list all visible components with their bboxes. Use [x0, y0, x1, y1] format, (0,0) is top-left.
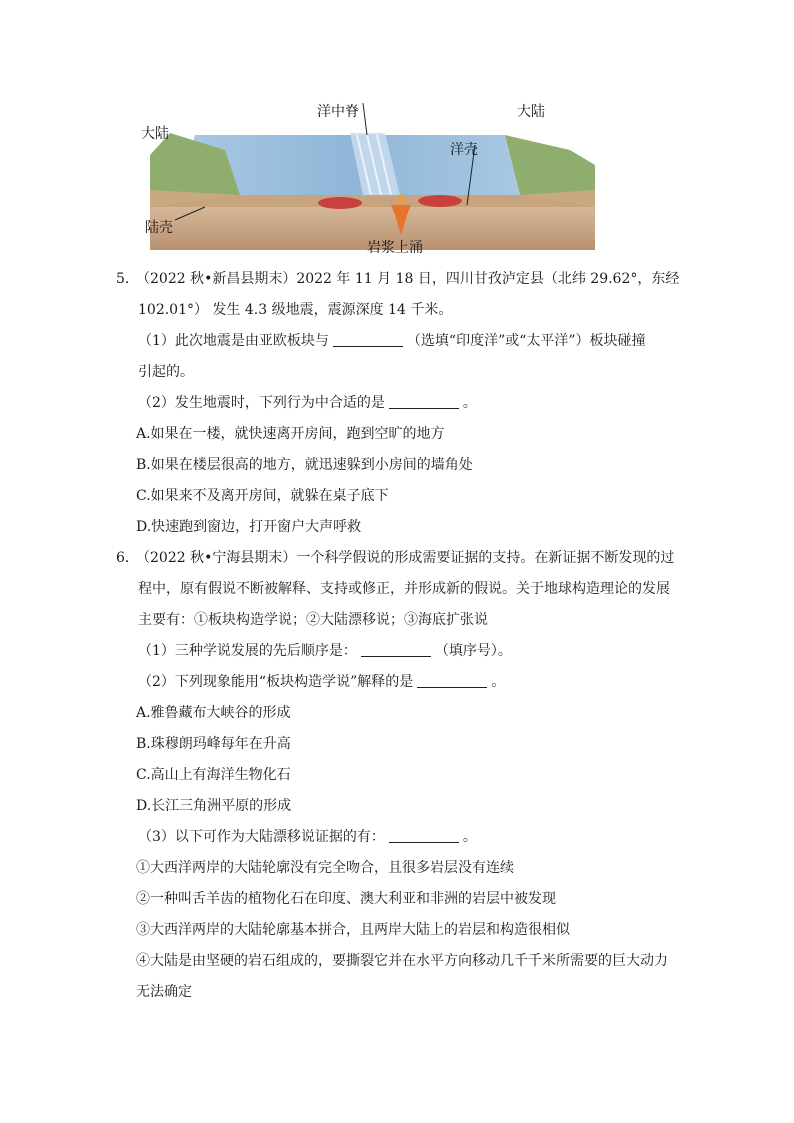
q5-sub1-cont: 引起的。 [138, 364, 194, 380]
q5-stem-line2: 102.01°） 发生 4.3 级地震，震源深度 14 千米。 [138, 302, 453, 318]
q6-option-b: B.珠穆朗玛峰每年在升高 [136, 736, 291, 752]
q6-number: 6． [116, 550, 139, 566]
q5-number: 5． [116, 271, 139, 287]
label-ocean-crust: 洋壳 [450, 142, 478, 158]
q6-option-c: C.高山上有海洋生物化石 [136, 767, 291, 783]
q6-sub3: （3）以下可作为大陆漂移说证据的有： 。 [138, 829, 477, 845]
q5-option-b: B.如果在楼层很高的地方，就迅速躲到小房间的墙角处 [136, 457, 473, 473]
q6-stem-line2: 程中，原有假说不断被解释、支持或修正，并形成新的假说。关于地球构造理论的发展 [138, 581, 670, 597]
q6-sub1: （1）三种学说发展的先后顺序是： （填序号）。 [138, 643, 512, 659]
label-land-crust: 陆壳 [145, 220, 173, 236]
label-ridge: 洋中脊 [317, 104, 359, 120]
q6-stem-line1 [116, 543, 682, 574]
q6-option-d: D.长江三角洲平原的形成 [136, 798, 292, 814]
q5-stem-line1 [116, 264, 682, 295]
q5-option-a: A.如果在一楼，就快速离开房间，跑到空旷的地方 [136, 426, 445, 442]
q5-blank2[interactable] [389, 394, 459, 409]
q6-evidence-3: ③大西洋两岸的大陆轮廓基本拼合，且两岸大陆上的岩层和构造很相似 [136, 922, 570, 938]
q5-sub2: （2）发生地震时，下列行为中合适的是 。 [138, 395, 477, 411]
magma-chamber-right [418, 195, 462, 207]
q6-evidence-2: ②一种叫舌羊齿的植物化石在印度、澳大利亚和非洲的岩层中被发现 [136, 891, 556, 907]
q5-blank1[interactable] [333, 332, 403, 347]
q6-blank2[interactable] [417, 673, 487, 688]
q6-stem-line3: 主要有：①板块构造学说；②大陆漂移说；③海底扩张说 [138, 612, 488, 628]
q6-sub2: （2）下列现象能用“板块构造学说”解释的是 。 [138, 674, 506, 690]
q6-stem-text1: （2022 秋•宁海县期末）一个科学假说的形成需要证据的支持。在新证据不断发现的过 [136, 550, 675, 566]
q5-sub1: （1）此次地震是由亚欧板块与 （选填“印度洋”或“太平洋”）板块碰撞 [138, 333, 646, 349]
mid-ocean-ridge-diagram [135, 95, 595, 260]
label-magma: 岩浆上涌 [367, 240, 423, 256]
q6-blank1[interactable] [361, 642, 431, 657]
label-continent-right: 大陆 [517, 104, 545, 120]
q6-evidence-1: ①大西洋两岸的大陆轮廓没有完全吻合，且很多岩层没有连续 [136, 860, 514, 876]
question-content [116, 264, 682, 1008]
magma-chamber-left [318, 197, 362, 209]
q6-evidence-4-cont: 无法确定 [136, 984, 192, 1000]
q5-option-d: D.快速跑到窗边，打开窗户大声呼救 [136, 519, 362, 535]
q6-option-a: A.雅鲁藏布大峡谷的形成 [136, 705, 291, 721]
q5-option-c: C.如果来不及离开房间，就躲在桌子底下 [136, 488, 389, 504]
q5-stem-text1: （2022 秋•新昌县期末）2022 年 11 月 18 日，四川甘孜泸定县（北纬 29.62°，东经 [136, 271, 680, 287]
q6-evidence-4: ④大陆是由坚硬的岩石组成的，要撕裂它并在水平方向移动几千千米所需要的巨大动力 [136, 953, 668, 969]
q6-blank3[interactable] [389, 828, 459, 843]
label-continent-left: 大陆 [141, 126, 169, 142]
